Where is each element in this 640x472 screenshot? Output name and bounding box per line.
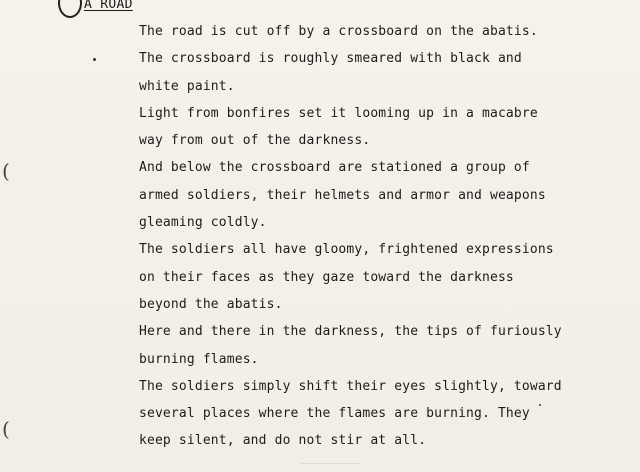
text-line: Here and there in the darkness, the tips of furiously xyxy=(139,324,562,340)
text-line: keep silent, and do not stir at all. xyxy=(139,433,427,449)
script-text xyxy=(139,24,562,461)
text-line: on their faces as they gaze toward the darkness xyxy=(139,269,514,285)
paper-speck xyxy=(93,58,96,61)
margin-hole-mark: ( xyxy=(2,159,10,183)
scene-circle-mark xyxy=(58,0,82,18)
text-line: The soldiers all have gloomy, frightened expressions xyxy=(139,242,554,258)
scene-heading: A ROAD xyxy=(84,0,133,12)
text-line: beyond the abatis. xyxy=(139,296,283,312)
text-line: The soldiers simply shift their eyes slightly, toward xyxy=(139,378,562,394)
text-line: gleaming coldly. xyxy=(139,215,267,231)
text-line: way from out of the darkness. xyxy=(139,133,371,149)
text-line: And below the crossboard are stationed a group of xyxy=(139,160,530,176)
paper-speck xyxy=(539,404,541,406)
text-line: burning flames. xyxy=(139,351,259,367)
text-line: armed soldiers, their helmets and armor and weapons xyxy=(139,187,546,203)
margin-hole-mark: ( xyxy=(2,417,10,441)
text-line: The crossboard is roughly smeared with black and xyxy=(139,51,522,67)
text-line: white paint. xyxy=(139,78,235,94)
text-line: Light from bonfires set it looming up in a macabre xyxy=(139,105,538,121)
text-line: several places where the flames are burning. They xyxy=(139,406,530,422)
text-line: The road is cut off by a crossboard on the abatis. xyxy=(139,24,538,39)
